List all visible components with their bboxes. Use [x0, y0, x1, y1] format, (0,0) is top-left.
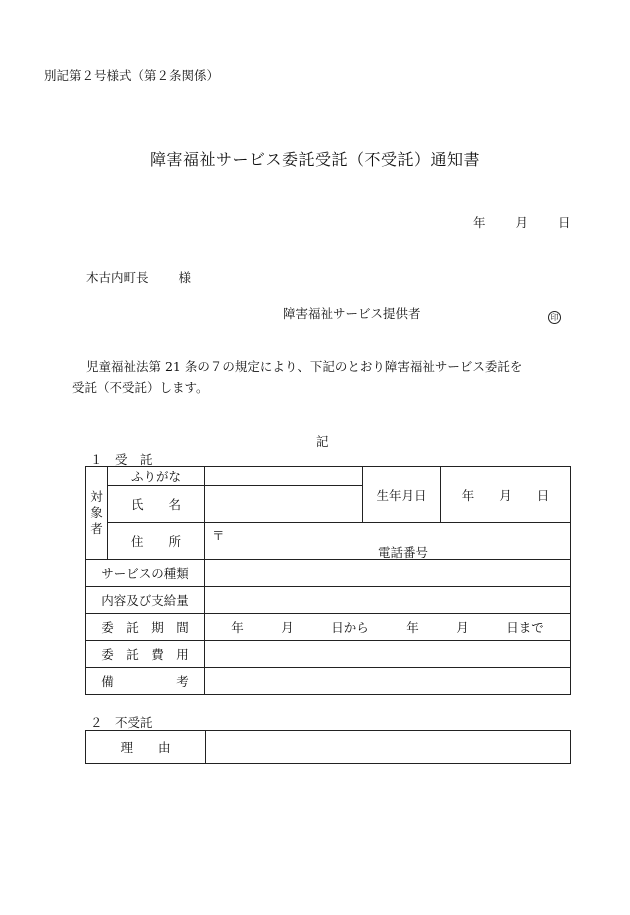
- addressee-honorific: 様: [178, 270, 192, 285]
- fee-label: 委 託 費 用: [86, 641, 205, 668]
- postal-mark: 〒: [212, 528, 225, 543]
- rejection-table: [85, 730, 571, 764]
- provider-label: 障害福祉サービス提供者: [283, 306, 421, 321]
- birthdate-label: 生年月日: [363, 467, 441, 523]
- document-title: 障害福祉サービス委託受託（不受託）通知書: [149, 150, 480, 169]
- content-amount-field[interactable]: [205, 587, 571, 614]
- date-year: 年: [473, 215, 486, 230]
- period-label: 委 託 期 間: [86, 614, 205, 641]
- ki-heading: 記: [316, 434, 329, 449]
- addressee: [86, 268, 191, 286]
- target-char-1: 対: [90, 489, 103, 504]
- furigana-label: ふりがな: [108, 467, 205, 486]
- body-line-2: 受託（不受託）します。: [72, 380, 209, 395]
- address-label: 住 所: [108, 523, 205, 560]
- address-field[interactable]: [205, 523, 571, 560]
- body-line-1: 児童福祉法第 21 条の７の規定により、下記のとおり障害福祉サービス委託を: [86, 359, 523, 374]
- name-field[interactable]: [205, 486, 363, 523]
- name-label: 氏 名: [108, 486, 205, 523]
- target-person-label: [86, 467, 108, 560]
- date-line: [473, 213, 571, 231]
- service-type-field[interactable]: [205, 560, 571, 587]
- target-char-2: 象: [90, 505, 103, 520]
- date-day: 日: [558, 215, 571, 230]
- seal-icon: 印: [548, 311, 561, 324]
- form-label: 別記第２号様式（第２条関係）: [44, 68, 220, 83]
- birthdate-field[interactable]: 年 月 日: [441, 467, 571, 523]
- fee-field[interactable]: [205, 641, 571, 668]
- period-field[interactable]: 年 月 日から 年 月 日まで: [205, 614, 571, 641]
- phone-label: 電話番号: [378, 545, 429, 560]
- remarks-label: 備 考: [86, 668, 205, 695]
- seal-mark: [548, 305, 561, 324]
- remarks-field[interactable]: [205, 668, 571, 695]
- date-month: 月: [515, 215, 529, 230]
- target-char-3: 者: [90, 521, 103, 536]
- reason-label: 理 由: [86, 731, 206, 764]
- addressee-name: 木古内町長: [86, 270, 149, 285]
- reason-field[interactable]: [206, 731, 571, 764]
- section2-heading: ２ 不受託: [90, 715, 153, 730]
- content-amount-label: 内容及び支給量: [86, 587, 205, 614]
- acceptance-table: [85, 466, 571, 695]
- service-type-label: サービスの種類: [86, 560, 205, 587]
- furigana-field[interactable]: [205, 467, 363, 486]
- section1-heading: １ 受 託: [90, 452, 153, 467]
